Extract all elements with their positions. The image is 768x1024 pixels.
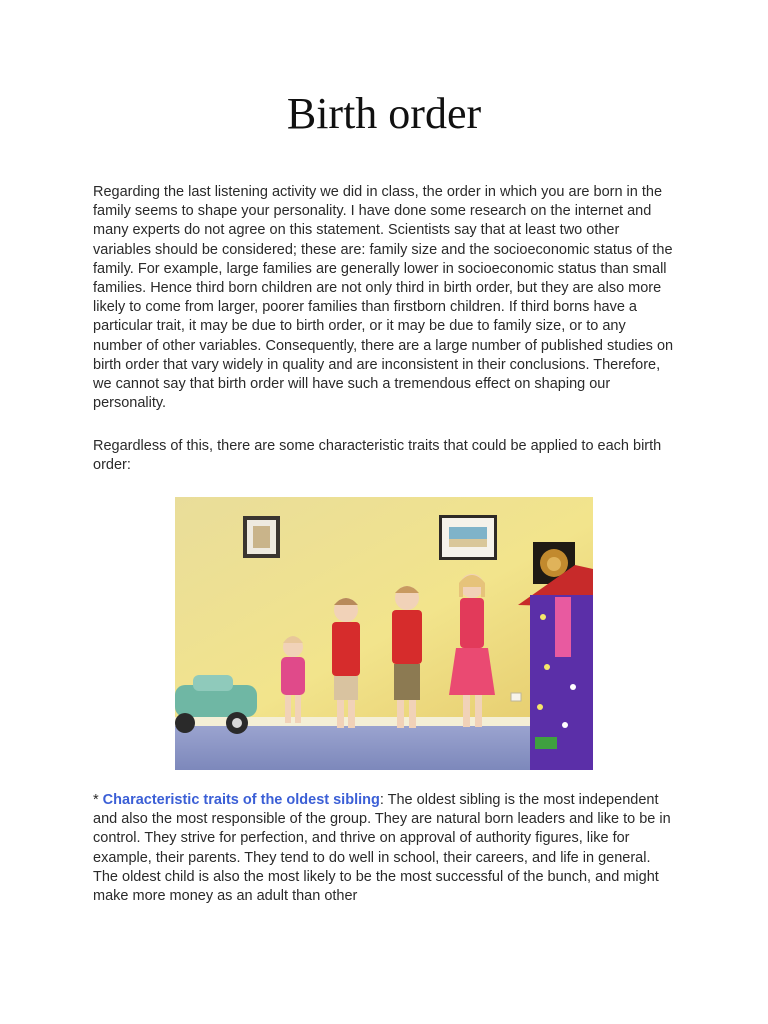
oldest-sibling-body: : The oldest sibling is the most independent and also the most responsible of the group. They are natural born leaders and like to be in control. They strive for perfection, and thrive on approval of authority figures, like for example, their parents. They tend to do well in school, their careers, and life in general. The oldest child is also the most likely to be the most successful of the bunch, and might make more money as an adult than other: [93, 792, 671, 905]
children-photo: [175, 497, 593, 770]
oldest-sibling-paragraph: [93, 791, 678, 906]
page-title: Birth order: [286, 89, 482, 138]
transition-paragraph: Regardless of this, there are some characteristic traits that could be applied to each birth order:: [93, 438, 662, 474]
oldest-sibling-heading-link[interactable]: Characteristic traits of the oldest sibling: [102, 792, 380, 808]
intro-paragraph: Regarding the last listening activity we did in class, the order in which you are born in the family seems to shape your personality. I have done some research on the internet and many experts do not agree on this statement. Scientists say that at least two other variables should be considered; these are: family size and the socioeconomic status of the family. For example, large families are generally lower in socioeconomic status than small families. Hence third born children are not only third in birth order, but they are also more likely to come from larger, poorer families than firstborn children. If third borns have a particular trait, it may be due to birth order, or it may be due to family size, or to any number of other variables. Consequently, there are a large number of published studies on birth order that vary widely in quality and are inconsistent in their conclusions. Therefore, we cannot say that birth order will have such a tremendous effect on shaping our personality.: [93, 184, 674, 412]
bullet-marker: *: [93, 792, 103, 808]
wall-outlet: [511, 693, 521, 701]
picture-frame-right: [439, 515, 497, 560]
picture-frame-left: [243, 516, 280, 558]
children-illustration: [175, 497, 593, 770]
